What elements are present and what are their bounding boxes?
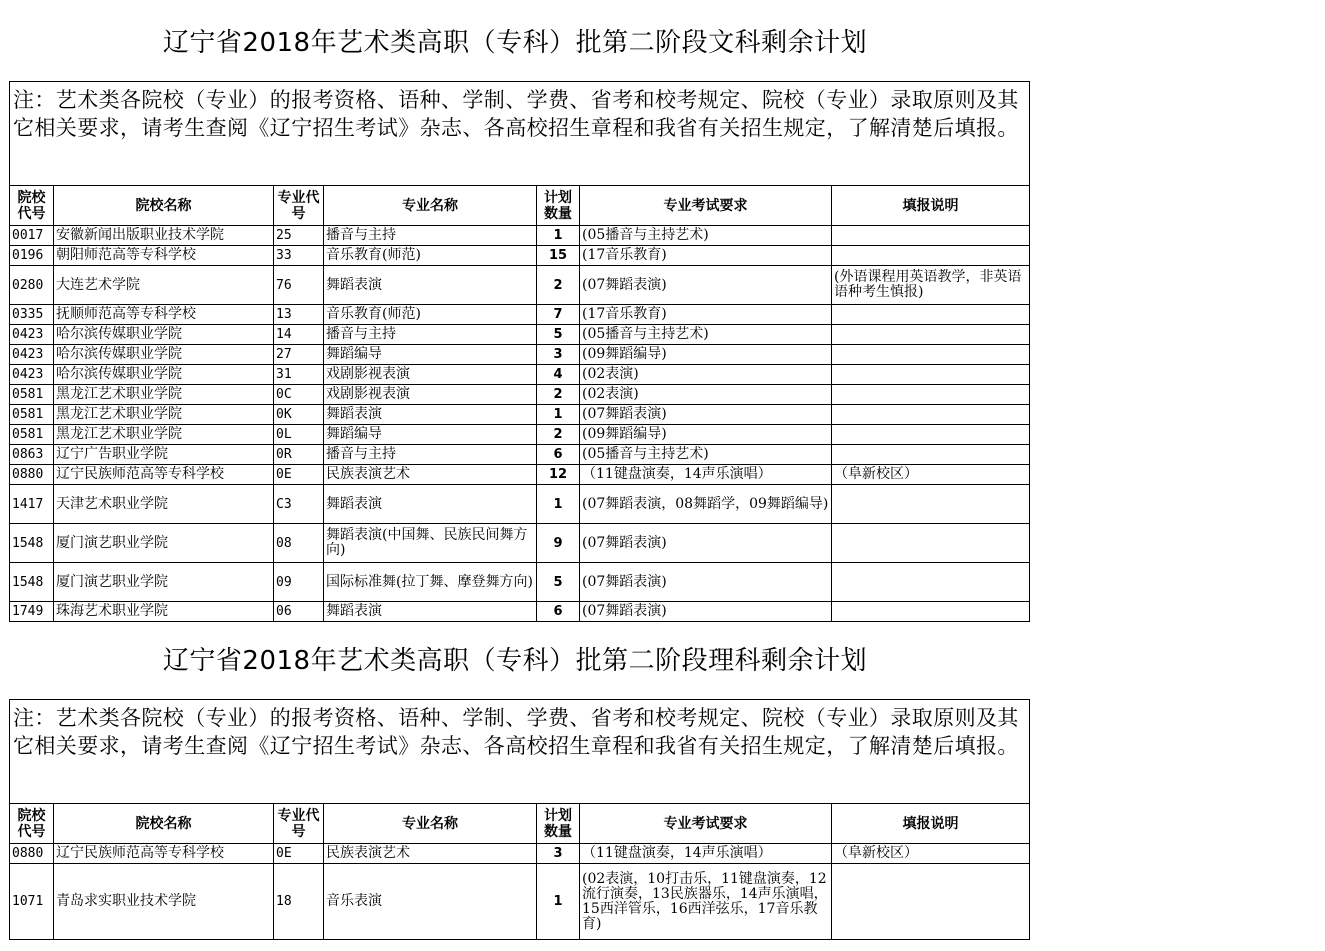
cell-school-name: 大连艺术学院: [54, 266, 274, 305]
cell-exam-requirement: （11键盘演奏，14声乐演唱）: [580, 844, 832, 864]
cell-school-name: 哈尔滨传媒职业学院: [54, 345, 274, 365]
cell-plan-count: 1: [537, 405, 580, 425]
plan-table-arts: [9, 81, 1030, 622]
cell-major-name: 民族表演艺术: [324, 844, 537, 864]
cell-exam-requirement: (17音乐教育): [580, 246, 832, 266]
cell-school-name: 抚顺师范高等专科学校: [54, 305, 274, 325]
cell-plan-count: 6: [537, 602, 580, 622]
table-row: [10, 246, 1030, 266]
cell-school-name: 黑龙江艺术职业学院: [54, 405, 274, 425]
cell-exam-requirement: (09舞蹈编导): [580, 425, 832, 445]
cell-remark: [832, 246, 1030, 266]
header-plan-count: 计划数量: [537, 804, 580, 844]
cell-plan-count: 9: [537, 524, 580, 563]
table-row: [10, 465, 1030, 485]
cell-major-code: 0E: [274, 465, 324, 485]
cell-major-name: 音乐教育(师范): [324, 305, 537, 325]
cell-school-name: 厦门演艺职业学院: [54, 524, 274, 563]
cell-major-name: 戏剧影视表演: [324, 365, 537, 385]
cell-remark: [832, 524, 1030, 563]
header-school-name: 院校名称: [54, 186, 274, 226]
cell-school-name: 厦门演艺职业学院: [54, 563, 274, 602]
cell-school-code: 0017: [10, 226, 54, 246]
cell-remark: （阜新校区）: [832, 465, 1030, 485]
cell-major-code: 0L: [274, 425, 324, 445]
cell-remark: （阜新校区）: [832, 844, 1030, 864]
cell-school-name: 黑龙江艺术职业学院: [54, 425, 274, 445]
cell-major-code: 13: [274, 305, 324, 325]
cell-school-code: 0581: [10, 385, 54, 405]
cell-school-name: 哈尔滨传媒职业学院: [54, 325, 274, 345]
cell-exam-requirement: (02表演): [580, 385, 832, 405]
cell-school-code: 0196: [10, 246, 54, 266]
header-plan-count: 计划数量: [537, 186, 580, 226]
header-major-name: 专业名称: [324, 186, 537, 226]
header-remark: 填报说明: [832, 804, 1030, 844]
cell-exam-requirement: (07舞蹈表演): [580, 405, 832, 425]
header-major-code: 专业代号: [274, 804, 324, 844]
cell-major-code: 06: [274, 602, 324, 622]
plan-table-science: [9, 699, 1030, 940]
cell-plan-count: 5: [537, 325, 580, 345]
header-major-name: 专业名称: [324, 804, 537, 844]
cell-plan-count: 1: [537, 485, 580, 524]
cell-school-name: 哈尔滨传媒职业学院: [54, 365, 274, 385]
table-row: [10, 266, 1030, 305]
cell-plan-count: 3: [537, 844, 580, 864]
cell-plan-count: 4: [537, 365, 580, 385]
cell-major-name: 舞蹈编导: [324, 345, 537, 365]
cell-remark: [832, 385, 1030, 405]
cell-remark: [832, 405, 1030, 425]
table-row: [10, 345, 1030, 365]
cell-major-code: 31: [274, 365, 324, 385]
table-header-row: [10, 186, 1030, 226]
cell-major-name: 舞蹈表演(中国舞、民族民间舞方向): [324, 524, 537, 563]
header-exam-requirement: 专业考试要求: [580, 186, 832, 226]
table-row: [10, 305, 1030, 325]
page-title-arts: 辽宁省2018年艺术类高职（专科）批第二阶段文科剩余计划: [162, 28, 868, 58]
cell-major-name: 播音与主持: [324, 325, 537, 345]
cell-major-name: 音乐表演: [324, 864, 537, 940]
cell-major-code: C3: [274, 485, 324, 524]
table-note: 注：艺术类各院校（专业）的报考资格、语种、学制、学费、省考和校考规定、院校（专业）录取原则及其它相关要求，请考生查阅《辽宁招生考试》杂志、各高校招生章程和我省有关招生规定，了解清楚后填报。: [10, 700, 1030, 804]
cell-major-code: 76: [274, 266, 324, 305]
cell-remark: [832, 305, 1030, 325]
header-exam-requirement: 专业考试要求: [580, 804, 832, 844]
cell-major-code: 0C: [274, 385, 324, 405]
table-row: [10, 524, 1030, 563]
cell-exam-requirement: (05播音与主持艺术): [580, 226, 832, 246]
cell-school-name: 辽宁民族师范高等专科学校: [54, 844, 274, 864]
table-row: [10, 844, 1030, 864]
table-row: [10, 425, 1030, 445]
cell-remark: [832, 226, 1030, 246]
cell-plan-count: 1: [537, 864, 580, 940]
cell-school-name: 辽宁广告职业学院: [54, 445, 274, 465]
cell-major-code: 18: [274, 864, 324, 940]
cell-school-code: 0423: [10, 365, 54, 385]
cell-major-name: 戏剧影视表演: [324, 385, 537, 405]
table-row: [10, 226, 1030, 246]
table-row: [10, 485, 1030, 524]
cell-remark: [832, 485, 1030, 524]
cell-major-name: 播音与主持: [324, 445, 537, 465]
cell-plan-count: 5: [537, 563, 580, 602]
cell-major-name: 播音与主持: [324, 226, 537, 246]
cell-exam-requirement: （11键盘演奏，14声乐演唱）: [580, 465, 832, 485]
cell-major-code: 14: [274, 325, 324, 345]
cell-remark: [832, 425, 1030, 445]
cell-school-name: 珠海艺术职业学院: [54, 602, 274, 622]
cell-plan-count: 6: [537, 445, 580, 465]
table-row: [10, 602, 1030, 622]
cell-exam-requirement: (07舞蹈表演): [580, 563, 832, 602]
cell-plan-count: 2: [537, 425, 580, 445]
cell-plan-count: 2: [537, 266, 580, 305]
cell-school-name: 黑龙江艺术职业学院: [54, 385, 274, 405]
cell-school-code: 1071: [10, 864, 54, 940]
cell-exam-requirement: (07舞蹈表演): [580, 602, 832, 622]
cell-remark: [832, 445, 1030, 465]
cell-exam-requirement: (07舞蹈表演): [580, 524, 832, 563]
cell-exam-requirement: (02表演，10打击乐，11键盘演奏，12流行演奏，13民族器乐，14声乐演唱，15西洋管乐，16西洋弦乐，17音乐教育): [580, 864, 832, 940]
table-row: [10, 405, 1030, 425]
table-row: [10, 864, 1030, 940]
cell-school-code: 0880: [10, 844, 54, 864]
table-note: 注：艺术类各院校（专业）的报考资格、语种、学制、学费、省考和校考规定、院校（专业）录取原则及其它相关要求，请考生查阅《辽宁招生考试》杂志、各高校招生章程和我省有关招生规定，了解清楚后填报。: [10, 82, 1030, 186]
cell-major-code: 27: [274, 345, 324, 365]
cell-plan-count: 12: [537, 465, 580, 485]
cell-exam-requirement: (09舞蹈编导): [580, 345, 832, 365]
cell-major-name: 国际标准舞(拉丁舞、摩登舞方向): [324, 563, 537, 602]
table-row: [10, 445, 1030, 465]
cell-plan-count: 3: [537, 345, 580, 365]
table-row: [10, 385, 1030, 405]
cell-remark: [832, 864, 1030, 940]
cell-school-name: 安徽新闻出版职业技术学院: [54, 226, 274, 246]
table-row: [10, 365, 1030, 385]
cell-school-code: 0581: [10, 425, 54, 445]
cell-school-name: 辽宁民族师范高等专科学校: [54, 465, 274, 485]
header-school-name: 院校名称: [54, 804, 274, 844]
page-title-science: 辽宁省2018年艺术类高职（专科）批第二阶段理科剩余计划: [162, 646, 868, 676]
cell-remark: (外语课程用英语教学，非英语语种考生慎报): [832, 266, 1030, 305]
cell-major-code: 0R: [274, 445, 324, 465]
header-remark: 填报说明: [832, 186, 1030, 226]
cell-plan-count: 2: [537, 385, 580, 405]
cell-school-code: 0880: [10, 465, 54, 485]
cell-major-name: 舞蹈编导: [324, 425, 537, 445]
header-major-code: 专业代号: [274, 186, 324, 226]
table-row: [10, 563, 1030, 602]
cell-plan-count: 15: [537, 246, 580, 266]
cell-school-code: 0335: [10, 305, 54, 325]
cell-exam-requirement: (05播音与主持艺术): [580, 445, 832, 465]
cell-school-code: 1548: [10, 563, 54, 602]
cell-plan-count: 1: [537, 226, 580, 246]
cell-school-code: 0863: [10, 445, 54, 465]
cell-exam-requirement: (07舞蹈表演): [580, 266, 832, 305]
cell-major-name: 舞蹈表演: [324, 266, 537, 305]
cell-school-name: 天津艺术职业学院: [54, 485, 274, 524]
cell-remark: [832, 365, 1030, 385]
cell-school-code: 1548: [10, 524, 54, 563]
table-row: [10, 325, 1030, 345]
cell-remark: [832, 563, 1030, 602]
cell-major-code: 25: [274, 226, 324, 246]
cell-school-code: 0423: [10, 325, 54, 345]
cell-exam-requirement: (02表演): [580, 365, 832, 385]
cell-school-code: 0423: [10, 345, 54, 365]
cell-major-name: 舞蹈表演: [324, 485, 537, 524]
cell-major-code: 09: [274, 563, 324, 602]
cell-remark: [832, 345, 1030, 365]
cell-exam-requirement: (17音乐教育): [580, 305, 832, 325]
cell-remark: [832, 325, 1030, 345]
header-school-code: 院校代号: [10, 186, 54, 226]
header-school-code: 院校代号: [10, 804, 54, 844]
cell-plan-count: 7: [537, 305, 580, 325]
cell-school-name: 朝阳师范高等专科学校: [54, 246, 274, 266]
cell-major-code: 0K: [274, 405, 324, 425]
cell-major-code: 08: [274, 524, 324, 563]
cell-school-code: 1417: [10, 485, 54, 524]
cell-school-code: 0280: [10, 266, 54, 305]
cell-exam-requirement: (05播音与主持艺术): [580, 325, 832, 345]
cell-major-name: 舞蹈表演: [324, 602, 537, 622]
cell-major-name: 音乐教育(师范): [324, 246, 537, 266]
cell-school-code: 0581: [10, 405, 54, 425]
table-header-row: [10, 804, 1030, 844]
cell-exam-requirement: (07舞蹈表演，08舞蹈学，09舞蹈编导): [580, 485, 832, 524]
cell-remark: [832, 602, 1030, 622]
cell-major-code: 0E: [274, 844, 324, 864]
cell-major-name: 舞蹈表演: [324, 405, 537, 425]
cell-major-name: 民族表演艺术: [324, 465, 537, 485]
cell-school-code: 1749: [10, 602, 54, 622]
cell-major-code: 33: [274, 246, 324, 266]
cell-school-name: 青岛求实职业技术学院: [54, 864, 274, 940]
